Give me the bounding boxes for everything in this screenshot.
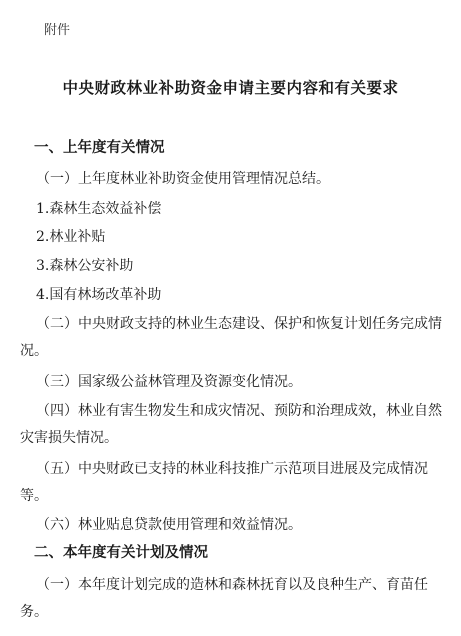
section-1-subitem-4: 4.国有林场改革补助 bbox=[36, 287, 162, 303]
section-1-item-6: （六）林业贴息贷款使用管理和效益情况。 bbox=[36, 517, 302, 533]
section-1-item-4: （四）林业有害生物发生和成灾情况、预防和治理成效，林业自然灾害损失情况。 bbox=[20, 403, 442, 446]
section-2-heading: 二、本年度有关计划及情况 bbox=[34, 545, 208, 561]
section-1-item-5: （五）中央财政已支持的林业科技推广示范项目进展及完成情况等。 bbox=[20, 461, 428, 504]
document-title: 中央财政林业补助资金申请主要内容和有关要求 bbox=[62, 79, 399, 97]
section-1-item-3: （三）国家级公益林管理及资源变化情况。 bbox=[36, 374, 302, 390]
attachment-label: 附件 bbox=[44, 23, 71, 38]
section-1-subitem-2: 2.林业补贴 bbox=[36, 229, 106, 245]
section-1-item-2: （二）中央财政支持的林业生态建设、保护和恢复计划任务完成情况。 bbox=[20, 316, 442, 359]
section-1-heading: 一、上年度有关情况 bbox=[34, 140, 165, 156]
section-1-subitem-3: 3.森林公安补助 bbox=[36, 258, 134, 274]
section-2-item-1: （一）本年度计划完成的造林和森林抚育以及良种生产、育苗任务。 bbox=[20, 577, 428, 620]
section-1-item-1: （一）上年度林业补助资金使用管理情况总结。 bbox=[36, 171, 330, 187]
section-1-subitem-1: 1.森林生态效益补偿 bbox=[36, 201, 162, 217]
